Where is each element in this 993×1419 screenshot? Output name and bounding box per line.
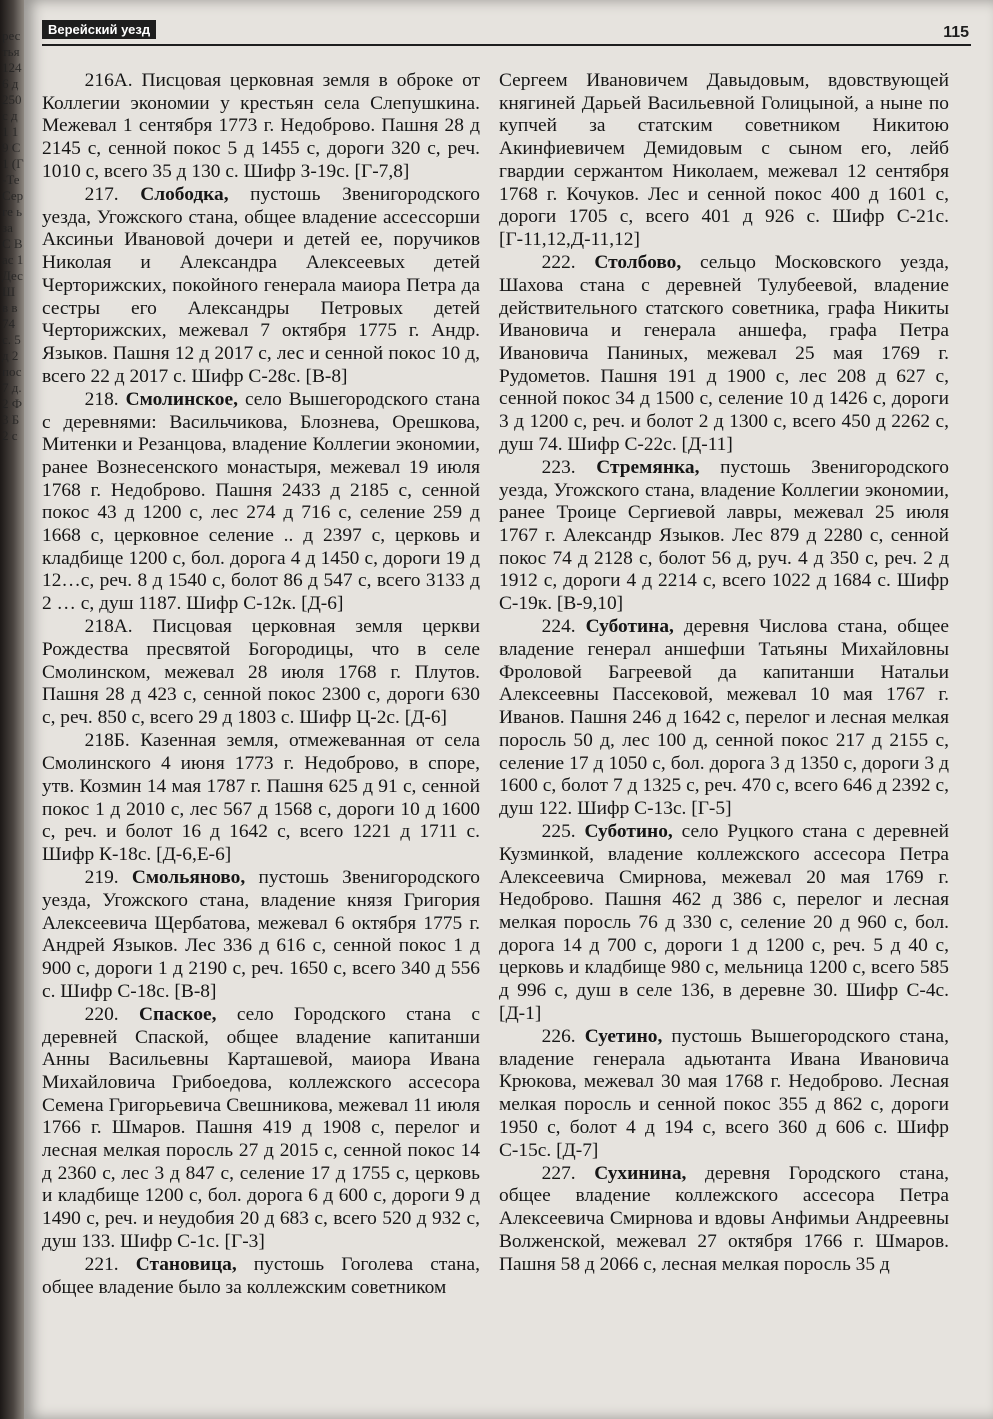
right-column [499,70,949,1277]
entry [42,389,480,616]
entry-number: 218А. [84,616,133,638]
entry-place-name: Стремянка, [596,456,700,478]
entry-place-name: Сухинина, [594,1162,687,1184]
entry-number: 217. [84,184,119,206]
entry-number: 225. [541,821,576,843]
left-column [42,70,480,1300]
entry-text: Сергеем Ивановичем Давыдовым, вдовствующей княгиней Дарьей Васильевной Голицыной, а ныне по купчей за статским советником Никитою Акинфиевичем Демидовым с сыном его, лейб гвардии сержантом Николаем, межевал 12 сентября 1768 г. Кочуков. Лес и сенной покос 400 д 1601 с, дороги 1705 с, всего 401 д 926 с. Шифр С-21с. [Г-11,12,Д-11,12] [499,70,949,250]
entry-place-name: Столбово, [594,252,682,274]
entry [499,1026,949,1162]
entry [42,730,480,866]
entry-number: 216А. [84,70,133,91]
entry [42,70,480,184]
entry-text: Писцовая церковная земля церкви Рождества пресвятой Богородицы, что в селе Смолинском, межевал 28 июля 1768 г. Плутов. Пашня 28 д 423 с, сенной покос 2300 с, дороги 630 с, реч. 850 с, всего 29 д 1803 с. Шифр Ц-2с. [Д-6] [42,616,480,729]
entry-place-name: Становица, [135,1254,237,1276]
entry-text: деревня Числова стана, общее владение генерал аншефши Татьяны Михайловны Фроловой Багреевой да капитанши Натальи Алексеевны Пассековой, межевал 10 мая 1767 г. Иванов. Пашня 246 д 1642 с, перелог и лесная мелкая поросль 50 д, лес 100 д, сенной покос 217 д 2155 с, селение 17 д 1050 с, бол. дорога 3 д 1350 с, дороги 3 д 1600 с, болот 7 д 1325 с, реч. 470 с, всего 646 д 2392 с, душ 122. Шифр С-13с. [Г-5] [499,616,949,819]
entry-text: пустошь Звенигородского уезда, Угожского стана, общее владение ассессорши Аксиньи Ивановой дочери и детей ее, поручиков Николая и Александра Алексеевых детей Черторижских, покойного генерала маиора Петра да сестры его Александры Петровых детей Черторижских, межевал 7 октября 1775 г. Андр. Языков. Пашня 12 д 2017 с, лес и сенной покос 10 д, всего 22 д 2017 с. Шифр С-28с. [В-8] [42,184,480,387]
entry-text: деревня Городского стана, общее владение коллежского ассесора Петра Алексеевича Смирнова и вдовы Анфимьи Андреевны Волженской, межевал 27 октября 1766 г. Шмаров. Пашня 58 д 2066 с, лесная мелкая поросль 35 д [499,1162,949,1275]
entry-text: пустошь Звенигородского уезда, Угожского стана, владение Коллегии экономии, ранее Троице Сергиевой лавры, межевал 25 июля 1767 г. Александр Языков. Лес 879 д 2280 с, сенной покос 74 д 2128 с, болот 56 д, руч. 4 д 350 с, реч. 2 д 1912 с, дороги 4 д 2214 с, всего 1022 д 1684 с. Шифр С-19к. [В-9,10] [499,456,949,615]
entry-number: 219. [84,867,119,889]
entry-text: село Руцкого стана с деревней Кузминкой, владение коллежского ассесора Петра Алексеевича Смирнова, межевал 20 мая 1769 г. Недоброво. Пашня 462 д 386 с, перелог и лесная мелкая поросль 76 д 330 с, селение 20 д 960 с, бол. дорога 14 д 700 с, дороги 1 д 1200 с, реч. 5 д 40 с, церковь и кладбище 980 с, мельница 1200 с, всего 585 д 996 с, душ в селе 136, в деревне 30. Шифр С-4с. [Д-1] [499,821,949,1024]
entry-text: Казенная земля, отмежеванная от села Смолинского 4 июня 1773 г. Недоброво, в споре, утв. Козмин 14 мая 1787 г. Пашня 625 д 91 с, сенной покос 1 д 2010 с, лес 567 д 1568 с, дороги 10 д 1600 с, реч. и болот 16 д 1642 с, всего 1221 д 1711 с. Шифр К-18с. [Д-6,Е-6] [42,730,480,865]
entry-number: 220. [84,1003,119,1025]
entry-place-name: Смолинское, [125,388,238,410]
entry-text: пустошь Гоголева стана, общее владение было за коллежским советником [42,1254,480,1298]
entry-text: село Городского стана с деревней Спаской, общее владение капитанши Анны Васильевны Карташевой, маиора Ивана Михайловича Грибоедова, коллежского ассесора Семена Григорьевича Свешникова, межевал 11 июля 1766 г. Шмаров. Пашня 419 д 1908 с, перелог и лесная мелкая поросль 27 д 2015 с, сенной покос 14 д 2360 с, лес 3 д 847 с, селение 17 д 1755 с, церковь и кладбище 1200 с, бол. дорога 6 д 600 с, дороги 9 д 1490 с, реч. и неудобия 20 д 683 с, всего 520 д 932 с, душ 133. Шифр С-1с. [Г-3] [42,1003,480,1252]
entry-text: село Вышегородского стана с деревнями: Васильчикова, Блознева, Орешкова, Митенки и Резанцова, владение Коллегии экономии, ранее Вознесенского монастыря, межевал 19 июля 1768 г. Недоброво. Пашня 2433 д 2185 с, сенной покос 43 д 1200 с, лес 274 д 716 с, селение 259 д 1668 с, церковное селение .. д 2397 с, церковь и кладбище 1200 с, бол. дорога 4 д 1450 с, дороги 19 д 12…с, реч. 8 д 1540 с, болот 86 д 547 с, всего 3133 д 2 … с, душ 1187. Шифр С-12к. [Д-6] [42,388,480,615]
entry [42,867,480,1003]
entry [499,457,949,616]
entry [499,616,949,820]
running-header [42,18,971,46]
entry-text: пустошь Звенигородского уезда, Угожского стана, владение князя Григория Алексеевича Щербатова, межевал 6 октября 1775 г. Андрей Языков. Лес 336 д 616 с, сенной покос 1 д 900 с, дороги 1 д 2190 с, реч. 1650 с, всего 340 д 556 с. Шифр С-18с. [В-8] [42,867,480,1002]
entry [42,616,480,730]
entry-number: 221. [84,1254,119,1276]
page-number: 115 [943,24,969,41]
entry-text: сельцо Московского уезда, Шахова стана с деревней Тулубеевой, владение действительного статского советника, графа Никиты Ивановича и генерала аншефа, графа Петра Ивановича Паниных, межевал 25 мая 1769 г. Рудометов. Пашня 191 д 1900 с, лес 208 д 627 с, сенной покос 34 д 1500 с, селение 10 д 1426 с, дороги 3 д 1200 с, реч. и болот 2 д 1300 с, всего 450 д 2262 с, душ 74. Шифр С-22с. [Д-11] [499,252,949,455]
entry-place-name: Суботино, [584,821,673,843]
entry-text: Писцовая церковная земля в оброке от Коллегии экономии у крестьян села Слепушкина. Межевал 1 сентября 1773 г. Недоброво. Пашня 28 д 2145 с, сенной покос 5 д 1455 с, дороги 320 с, реч. 1010 с, всего 35 д 130 с. Шифр З-19с. [Г-7,8] [42,70,480,182]
entry-number: 224. [541,616,576,638]
entry-place-name: Суетино, [584,1026,663,1048]
entry-place-name: Слободка, [140,184,229,206]
entry-number: 218Б. [84,730,130,752]
entry-number: 222. [541,252,576,274]
entry [42,184,480,388]
entry [42,1254,480,1299]
entry-number: 218. [84,388,119,410]
entry [42,1004,480,1254]
entry-number: 227. [541,1162,576,1184]
entry [499,1163,949,1277]
entry-number: 226. [541,1026,576,1048]
adjacent-page-edge [0,0,24,1419]
entry-number: 223. [541,456,576,478]
adjacent-page-text: рестья 1246 д 250 с д 1 19 С 1 (Г-Те Серге ь за С Вас 1 Дес Ш в в 74 с. 5 д 2 пос 7 д. 2 Ф 3 Б 2 с [2,28,24,443]
entry [499,821,949,1025]
entry-place-name: Смольяново, [131,867,246,889]
header-title: Верейский уезд [42,20,156,39]
entry-place-name: Спаское, [138,1003,217,1025]
entry-place-name: Суботина, [585,616,674,638]
entry [499,70,949,252]
book-page [24,0,993,1419]
entry-text: пустошь Вышегородского стана, владение генерала адьютанта Ивана Ивановича Крюкова, межевал 30 мая 1768 г. Недоброво. Лесная мелкая поросль и сенной покос 355 д 862 с, дороги 1950 с, болот 4 д 194 с, всего 360 д 606 с. Шифр С-15с. [Д-7] [499,1026,949,1161]
entry [499,252,949,456]
